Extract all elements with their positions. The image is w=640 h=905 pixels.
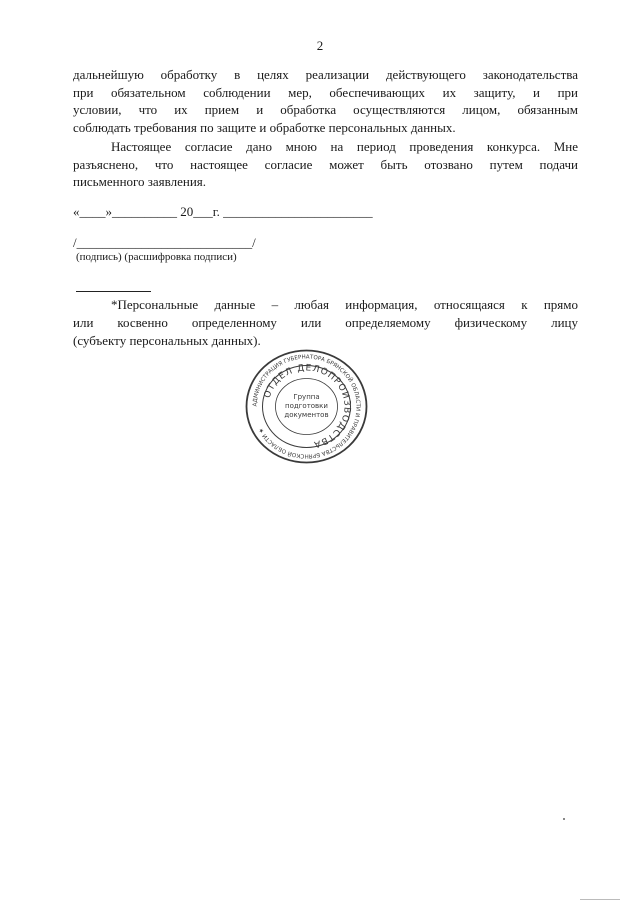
period-line: разъяснено, что настоящее согласие может быть отозвано путем подачи xyxy=(73,156,578,172)
scan-speck xyxy=(580,899,620,900)
consent-line: дальнейшую обработку в целях реализации действующего законодательства xyxy=(73,67,578,82)
footnote-divider xyxy=(76,291,151,292)
stamp-center-line: Группа xyxy=(293,393,320,401)
date-field: «____»__________ 20___г. _______________________ xyxy=(73,204,373,219)
period-line: Настоящее согласие дано мною на период проведения конкурса. Мне xyxy=(111,139,578,154)
page-number: 2 xyxy=(316,38,324,53)
consent-line: условии, что их прием и обработка осуществляются лицом, обязанным xyxy=(73,102,578,117)
period-paragraph xyxy=(73,138,578,191)
stamp-inner-text: ОТДЕЛ ДЕЛОПРОИЗВОДСТВА xyxy=(262,363,352,449)
period-line: письменного заявления. xyxy=(73,174,207,189)
stamp-outer-text: АДМИНИСТРАЦИЯ ГУБЕРНАТОРА БРЯНСКОЙ ОБЛАСТИ И ПРАВИТЕЛЬСТВА БРЯНСКОЙ ОБЛАСТИ ★ xyxy=(252,354,361,459)
stamp-center-line: документов xyxy=(284,411,329,419)
signature-line: /___________________________/ xyxy=(73,235,256,250)
consent-paragraph xyxy=(73,66,578,136)
consent-line: при обязательном соблюдении мер, обеспечивающих их защиту, и при xyxy=(73,84,578,100)
footnote-line: (субъекту персональных данных). xyxy=(73,333,261,348)
footnote-line: или косвенно определенному или определяемому физическому лицу xyxy=(73,315,578,330)
scan-speck xyxy=(563,818,565,820)
consent-line: соблюдать требования по защите и обработке персональных данных. xyxy=(73,119,456,135)
footnote xyxy=(73,296,578,350)
footnote-line: *Персональные данные – любая информация, относящаяся к прямо xyxy=(111,297,578,312)
official-stamp xyxy=(244,349,369,464)
stamp-center-line: подготовки xyxy=(285,402,328,410)
signature-caption: (подпись) (расшифровка подписи) xyxy=(76,251,237,263)
